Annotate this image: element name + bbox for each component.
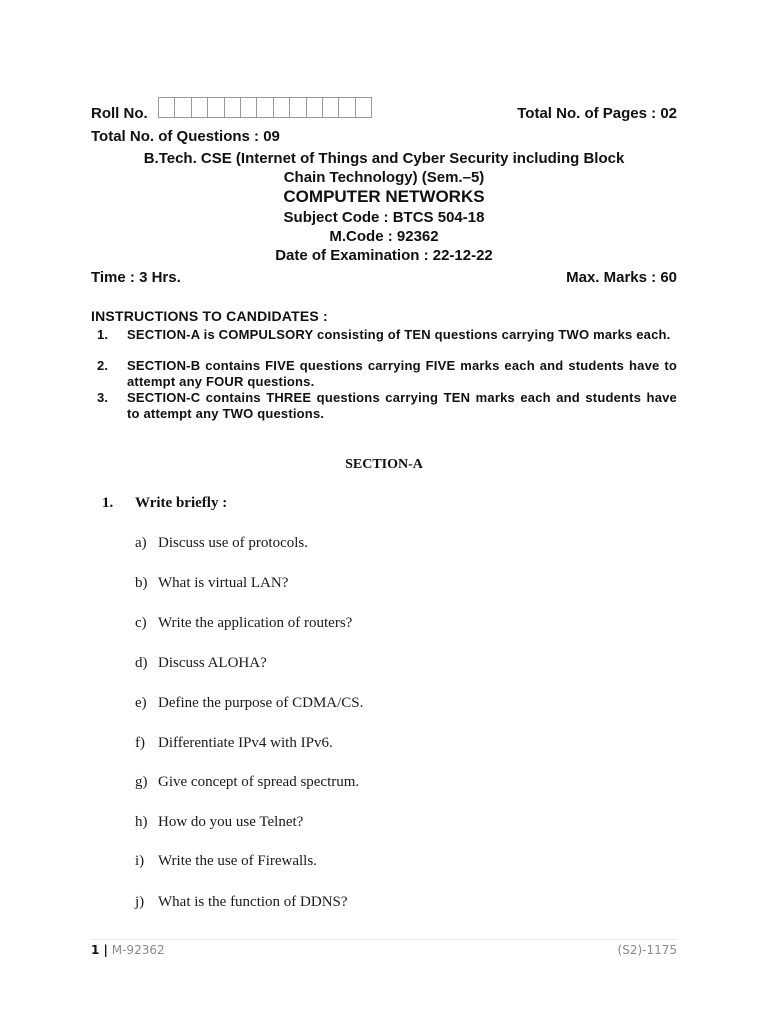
question-text: Write briefly : [135, 495, 228, 511]
total-questions: Total No. of Questions : 09 [91, 128, 280, 145]
roll-no-cell[interactable] [306, 97, 323, 118]
exam-date: Date of Examination : 22-12-22 [275, 247, 493, 264]
roll-no-cell[interactable] [256, 97, 273, 118]
total-pages: Total No. of Pages : 02 [517, 105, 677, 122]
sub-question-j [135, 894, 348, 911]
roll-no-boxes[interactable] [159, 97, 372, 117]
sub-question-b [135, 575, 288, 592]
sub-question-letter: j) [135, 894, 145, 910]
roll-no-cell[interactable] [224, 97, 241, 118]
sub-question-letter: i) [135, 853, 145, 869]
footer-divider [91, 939, 677, 940]
instruction-text: SECTION-A is COMPULSORY consisting of TEN questions carrying TWO marks each. [127, 327, 671, 342]
subject-code: Subject Code : BTCS 504-18 [283, 209, 485, 226]
time-allowed: Time : 3 Hrs. [91, 269, 181, 286]
footer-m-code: M-92362 [111, 943, 165, 957]
question-number: 1. [102, 495, 114, 511]
instruction-item [97, 327, 677, 343]
roll-no-cell[interactable] [207, 97, 224, 118]
roll-no-label: Roll No. [91, 105, 148, 122]
sub-question-text: Write the application of routers? [158, 615, 353, 631]
sub-question-letter: h) [135, 814, 148, 830]
instruction-number: 1. [97, 327, 109, 342]
max-marks: Max. Marks : 60 [566, 269, 677, 286]
roll-no-cell[interactable] [322, 97, 339, 118]
sub-question-text: What is virtual LAN? [158, 575, 289, 591]
sub-question-letter: a) [135, 535, 147, 551]
sub-question-letter: g) [135, 774, 148, 790]
sub-question-letter: d) [135, 655, 148, 671]
sub-question-i [135, 853, 317, 870]
instruction-number: 3. [97, 390, 109, 405]
sub-question-h [135, 814, 303, 831]
roll-no-cell[interactable] [240, 97, 257, 118]
roll-no-cell[interactable] [191, 97, 208, 118]
instruction-item [97, 358, 677, 389]
sub-question-text: What is the function of DDNS? [158, 894, 348, 910]
sub-question-text: Differentiate IPv4 with IPv6. [158, 735, 333, 751]
instruction-item [97, 390, 677, 421]
section-a-title: SECTION-A [345, 457, 423, 472]
sub-question-a [135, 535, 308, 552]
roll-no-cell[interactable] [289, 97, 306, 118]
roll-no-cell[interactable] [273, 97, 290, 118]
sub-question-text: Discuss ALOHA? [158, 655, 267, 671]
roll-no-cell[interactable] [355, 97, 372, 118]
instructions-title: INSTRUCTIONS TO CANDIDATES : [91, 308, 328, 324]
sub-question-c [135, 615, 352, 632]
sub-question-text: Define the purpose of CDMA/CS. [158, 695, 364, 711]
sub-question-text: Write the use of Firewalls. [158, 853, 317, 869]
roll-no-cell[interactable] [158, 97, 175, 118]
footer-left [91, 943, 165, 957]
sub-question-f [135, 735, 333, 752]
roll-no-cell[interactable] [338, 97, 355, 118]
sub-question-letter: f) [135, 735, 145, 751]
sub-question-letter: b) [135, 575, 148, 591]
instruction-text: SECTION-C contains THREE questions carrying TEN marks each and students have to attempt any TWO questions. [127, 390, 677, 421]
sub-question-text: Give concept of spread spectrum. [158, 774, 360, 790]
sub-question-d [135, 655, 267, 672]
instruction-number: 2. [97, 358, 109, 373]
m-code: M.Code : 92362 [329, 228, 439, 245]
sub-question-text: How do you use Telnet? [158, 814, 304, 830]
program-line-1: B.Tech. CSE (Internet of Things and Cyber Security including Block [143, 150, 625, 167]
sub-question-text: Discuss use of protocols. [158, 535, 308, 551]
program-line-2: Chain Technology) (Sem.–5) [283, 169, 485, 186]
sub-question-e [135, 695, 363, 712]
roll-no-cell[interactable] [174, 97, 191, 118]
footer-page-number: 1 | [91, 943, 108, 957]
instruction-text: SECTION-B contains FIVE questions carrying FIVE marks each and students have to attempt any FOUR questions. [127, 358, 677, 389]
sub-question-letter: c) [135, 615, 147, 631]
course-title: COMPUTER NETWORKS [283, 187, 485, 206]
footer-right-code: (S2)-1175 [617, 943, 677, 957]
sub-question-g [135, 774, 359, 791]
sub-question-letter: e) [135, 695, 147, 711]
